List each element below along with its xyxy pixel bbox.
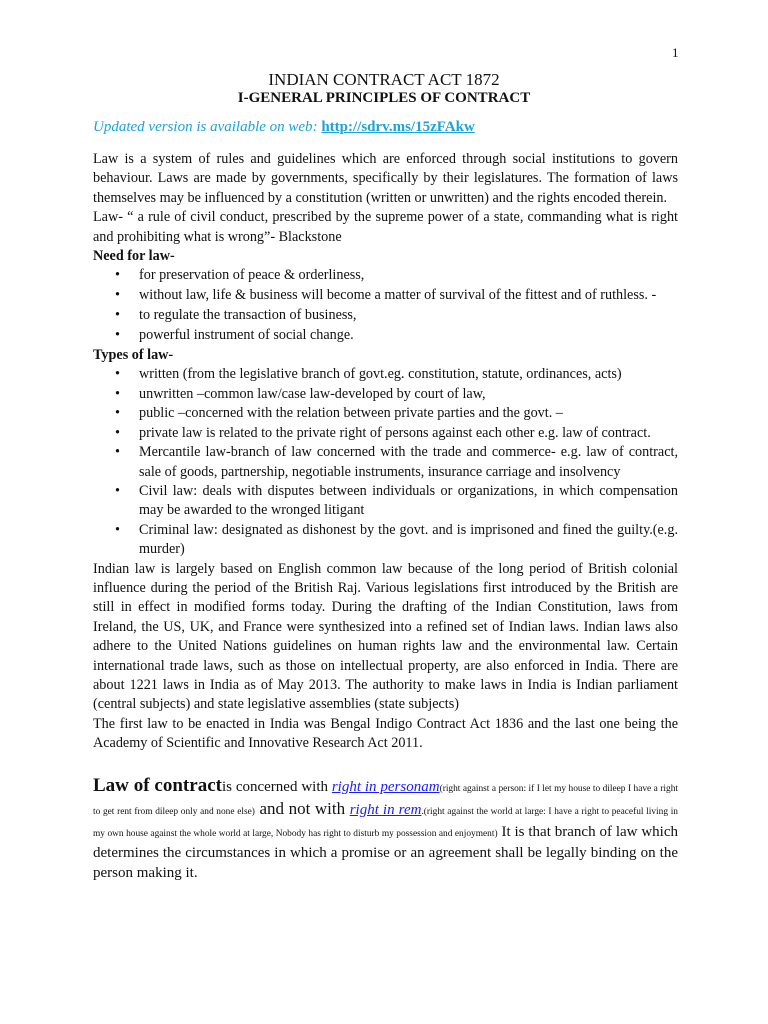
updated-version-separator: : — [312, 119, 322, 135]
bullet-icon: • — [115, 405, 120, 422]
right-in-rem-link[interactable]: right in rem — [349, 802, 422, 819]
indian-law-paragraph: Indian law is largely based on English common law because of the long period of British colonial influence during the period of the British Raj. Various legislations first introduced by the British are still in effect in modified forms today. During the drafting of the Indian Constitution, laws from Ireland, the US, UK, and France were synthesized into a refined set of Indian laws. Indian laws also adhere to the United Nations guidelines on human rights law and the environmental law. Certain international trade laws, such as those on intellectual property, are also enforced in India. There are about 1221 laws in India as of May 2013. The authority to make laws in India is Indian parliament (central subjects) and state legislative assemblies (state subjects) — [93, 560, 678, 713]
updated-version-link[interactable]: http://sdrv.ms/15zFAkw — [321, 119, 475, 135]
list-item: • powerful instrument of social change. — [93, 326, 678, 345]
bullet-icon: • — [115, 307, 120, 324]
updated-version-label: Updated version is available on web — [93, 119, 313, 135]
document-title: INDIAN CONTRACT ACT 1872 — [268, 70, 500, 89]
need-for-law-heading: Need for law- — [93, 248, 175, 265]
list-item: • Mercantile law-branch of law concerned with the trade and commerce- e.g. law of contract, sale of goods, partnership, negotiable instruments, insurance carriage and insolvency — [115, 444, 678, 480]
bullet-icon: • — [115, 267, 120, 284]
intro-paragraph: Law is a system of rules and guidelines which are enforced through social institutions to govern behaviour. Laws are made by governments, specifically by their legislatures. The formation of laws themselves may be influenced by a constitution (written or unwritten) and the rights encoded therein. — [93, 151, 678, 206]
bullet-icon: • — [115, 482, 120, 499]
page-number: 1 — [672, 45, 679, 60]
bullet-icon: • — [115, 366, 120, 383]
first-last-law-paragraph: The first law to be enacted in India was Bengal Indigo Contract Act 1836 and the last one being the Academy of Scientific and Innovative Research Act 2011. — [93, 715, 678, 752]
bullet-icon: • — [115, 287, 120, 304]
list-item: • written (from the legislative branch of govt.eg. constitution, statute, ordinances, acts) — [93, 365, 678, 384]
types-of-law-heading: Types of law- — [93, 347, 174, 364]
types-of-law-list — [93, 365, 678, 559]
bullet-icon: • — [115, 327, 120, 344]
spacer — [93, 754, 678, 776]
list-item: • for preservation of peace & orderliness, — [93, 266, 678, 285]
document-body — [93, 150, 678, 883]
list-item: • Criminal law: designated as dishonest by the govt. and is imprisoned and fined the guilty.(e.g. murder) — [115, 521, 678, 558]
bullet-icon: • — [115, 444, 120, 461]
updated-version-line — [93, 119, 475, 136]
law-of-contract-heading: Law of contract — [93, 774, 222, 796]
list-item: • unwritten –common law/case law-developed by court of law, — [93, 385, 678, 404]
right-in-personam-note: (right against a person: if I let my house to dileep I have a right to get rent from dileep only and none else) — [93, 783, 678, 818]
document-subtitle: I-GENERAL PRINCIPLES OF CONTRACT — [237, 90, 531, 106]
list-item: • to regulate the transaction of business, — [93, 306, 678, 325]
bullet-icon: • — [115, 424, 120, 441]
bullet-icon: • — [115, 385, 120, 402]
law-definition: Law- “ a rule of civil conduct, prescribed by the supreme power of a state, commanding what is right and prohibiting what is wrong”- Blackstone — [93, 209, 678, 245]
law-of-contract-paragraph: Law of contractis concerned with right in personam(right against a person: if I let my house to dileep I have a right to get rent from dileep only and none else) and not with right in rem.(right against the world at large: I have a right to peaceful living in my own house against the whole world at large, Nobody has right to disturb my possession and enjoyment) It is that branch of law which determines the circumstances in which a promise or an agreement shall be legally binding on the person making it. — [93, 774, 679, 881]
right-in-personam-link[interactable]: right in personam — [331, 778, 440, 795]
bullet-icon: • — [115, 521, 120, 538]
right-in-rem-note: .(right against the world at large: I have a right to peaceful living in my own house against the whole world at large, Nobody has right to disturb my possession and enjoyment) — [93, 807, 678, 839]
list-item: • without law, life & business will become a matter of survival of the fittest and of ruthless. - — [93, 286, 678, 305]
list-item: • public –concerned with the relation between private parties and the govt. – — [93, 404, 678, 423]
list-item: • Civil law: deals with disputes between individuals or organizations, in which compensation may be awarded to the wronged litigant — [115, 482, 678, 519]
need-for-law-list — [93, 266, 678, 345]
list-item: • private law is related to the private right of persons against each other e.g. law of contract. — [93, 424, 678, 443]
